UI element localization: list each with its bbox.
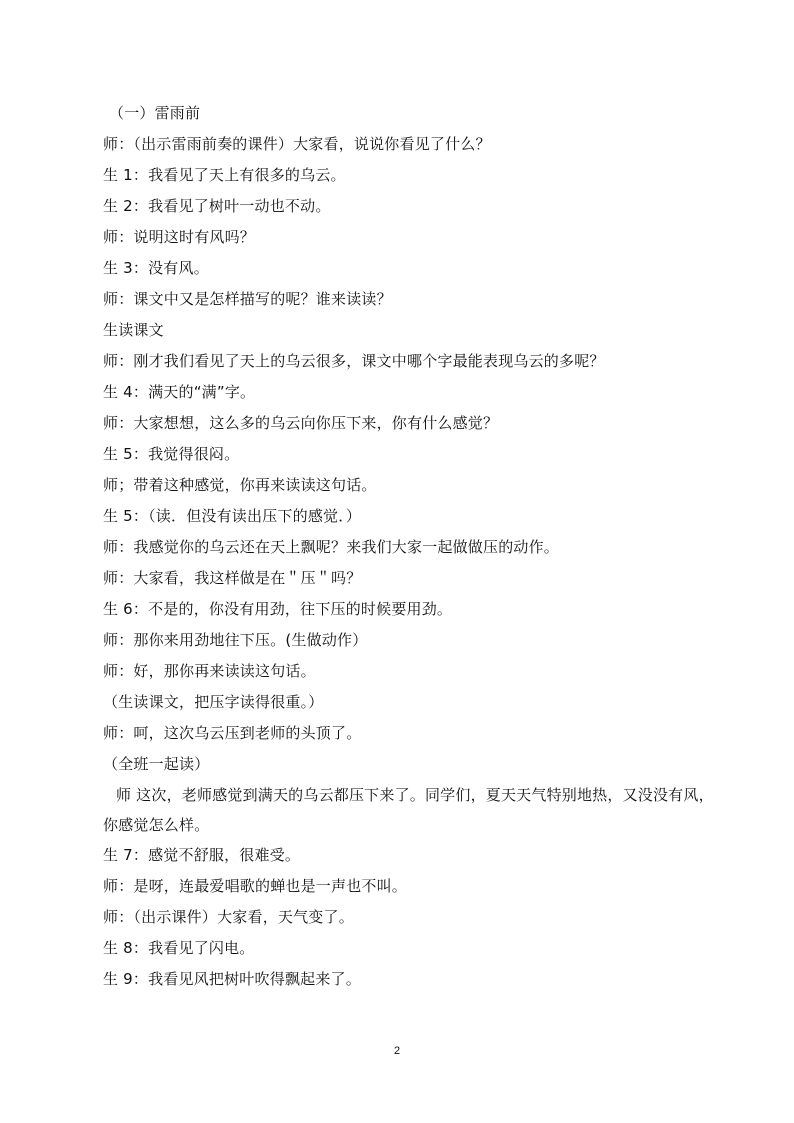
dialogue-line: 生 9：我看见风把树叶吹得飘起来了。 xyxy=(103,970,361,988)
dialogue-paragraph-line-2: 你感觉怎么样。 xyxy=(103,816,210,834)
dialogue-line: 生 7：感觉不舒服，很难受。 xyxy=(103,846,301,864)
dialogue-line: 生读课文 xyxy=(103,321,164,339)
dialogue-line: 生 5：我觉得很闷。 xyxy=(103,445,240,463)
dialogue-line: 师：那你来用劲地往下压。(生做动作） xyxy=(103,631,368,649)
document-body xyxy=(103,98,733,995)
dialogue-line: 生 4：满天的“满”字。 xyxy=(103,383,256,401)
dialogue-line: 生 2：我看见了树叶一动也不动。 xyxy=(103,197,331,215)
page-number: 2 xyxy=(393,1045,401,1057)
dialogue-line: 师：说明这时有风吗？ xyxy=(103,228,256,246)
dialogue-line: 师：呵，这次乌云压到老师的头顶了。 xyxy=(103,724,362,742)
dialogue-line: 师：好，那你再来读读这句话。 xyxy=(103,662,316,680)
dialogue-line: 生 1：我看见了天上有很多的乌云。 xyxy=(103,166,346,184)
dialogue-line: 生 3：没有风。 xyxy=(103,259,209,277)
dialogue-line: 生 6：不是的，你没有用劲，往下压的时候要用劲。 xyxy=(103,600,453,618)
dialogue-line: （生读课文，把压字读得很重。） xyxy=(103,693,324,711)
dialogue-line: 师：大家看，我这样做是在＂压＂吗？ xyxy=(103,569,362,587)
dialogue-paragraph xyxy=(103,780,733,840)
dialogue-line: 生 8：我看见了闪电。 xyxy=(103,939,255,957)
dialogue-line: 师：我感觉你的乌云还在天上飘呢？来我们大家一起做做压的动作。 xyxy=(103,538,560,556)
section-heading: （一）雷雨前 xyxy=(109,104,201,122)
dialogue-line: 师：课文中又是怎样描写的呢？谁来读读？ xyxy=(103,290,392,308)
dialogue-line: （全班一起读） xyxy=(103,755,210,773)
dialogue-line: 师：大家想想，这么多的乌云向你压下来，你有什么感觉？ xyxy=(103,414,499,432)
dialogue-line: 师：（出示课件）大家看，天气变了。 xyxy=(103,908,354,926)
dialogue-line: 生 5：（读．但没有读出压下的感觉．） xyxy=(103,507,362,525)
dialogue-line: 师：是呀，连最爱唱歌的蝉也是一声也不叫。 xyxy=(103,877,408,895)
dialogue-line: 师：（出示雷雨前奏的课件）大家看，说说你看见了什么？ xyxy=(103,135,491,153)
dialogue-paragraph-line-1: 师 这次，老师感觉到满天的乌云都压下来了。同学们，夏天天气特别地热，又没没有风， xyxy=(116,786,714,804)
dialogue-line: 师；带着这种感觉，你再来读读这句话。 xyxy=(103,476,377,494)
dialogue-line: 师：刚才我们看见了天上的乌云很多，课文中哪个字最能表现乌云的多呢？ xyxy=(103,352,605,370)
